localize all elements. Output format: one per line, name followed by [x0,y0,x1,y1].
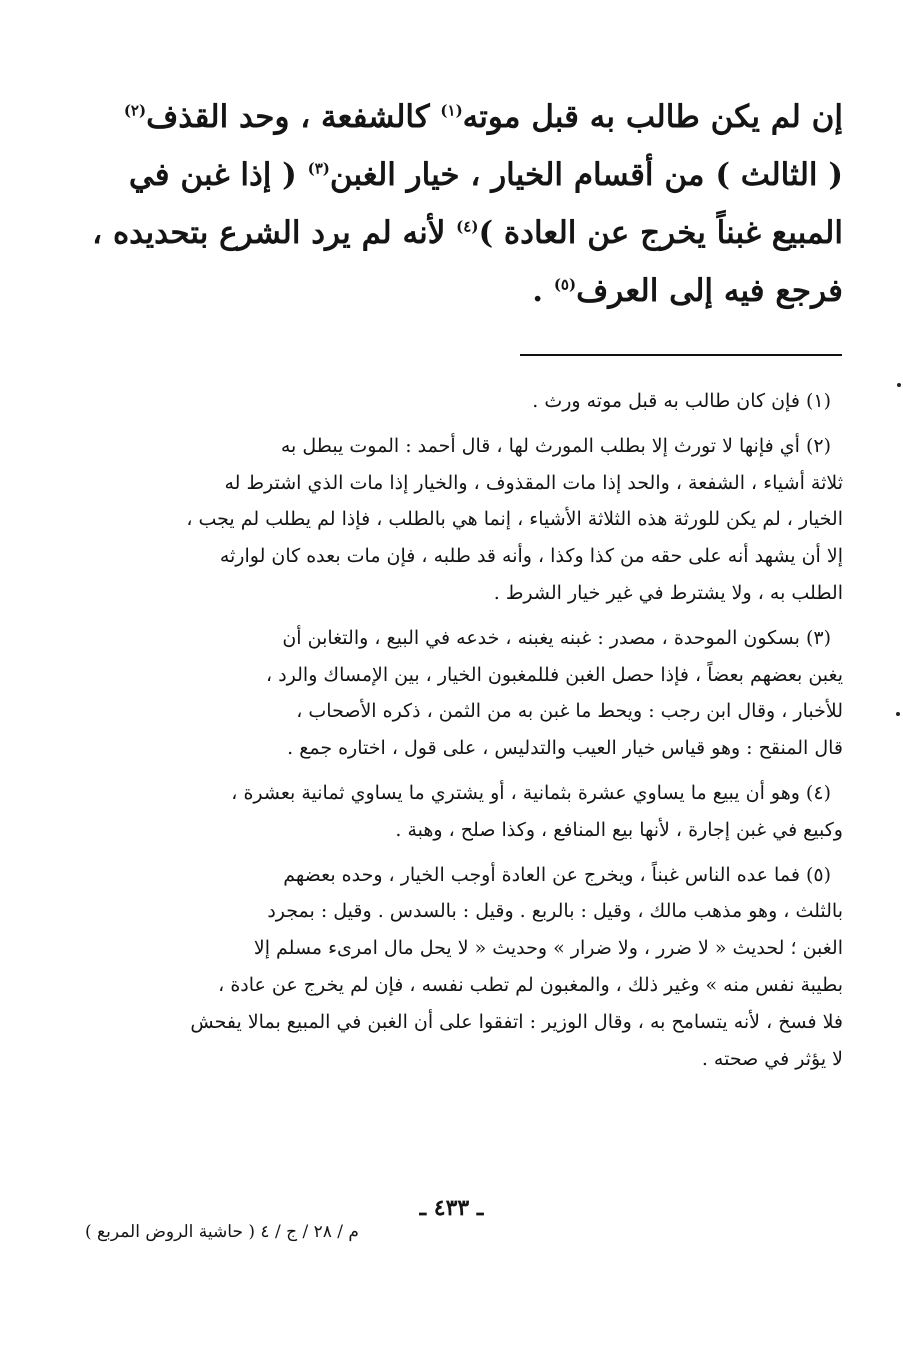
footnote-line: (١) فإن كان طالب به قبل موته ورث . [532,390,831,412]
footnote-marker[interactable]: (٣) [307,159,330,178]
main-text-segment: . [532,273,554,309]
main-text-line [95,88,843,146]
footnote-line: (٢) أي فإنها لا تورث إلا بطلب المورث لها ، قال أحمد : الموت يبطل به [280,434,831,457]
footnote-line: (٣) بسكون الموحدة ، مصدر : غبنه يغبنه ، خدعه في البيع ، والتغابن أن [282,626,831,649]
printer-signature: م / ٢٨ / ج / ٤ ( حاشية الروض المربع ) [85,1222,359,1242]
footnote-5 [95,857,843,1078]
main-text-line [92,204,843,262]
footnote-marker[interactable]: (٤) [456,217,479,236]
main-text-line [95,262,843,320]
footnote-2 [95,428,843,612]
footnote-divider [520,354,842,356]
scan-speck [896,712,900,716]
main-text-segment: ( إذا غبن في [128,157,308,193]
footnote-line: ثلاثة أشياء ، الشفعة ، والحد إذا مات المقذوف ، والخيار إذا مات الذي اشترط له [224,471,843,494]
footnote-line: (٤) وهو أن يبيع ما يساوي عشرة بثمانية ، أو يشتري ما يساوي ثمانية بعشرة ، [231,781,831,804]
footnote-marker[interactable]: (١) [440,101,463,120]
main-text-segment: إن لم يكن طالب به قبل موته [462,99,843,135]
footnote-line: إلا أن يشهد أنه على حقه من كذا وكذا ، وأنه قد طلبه ، فإن مات بعده كان لوارثه [219,545,843,568]
scan-speck [897,383,901,387]
footnote-line: فلا فسخ ، لأنه يتسامح به ، وقال الوزير : اتفقوا على أن الغبن في المبيع بمالا يفحش [190,1010,843,1033]
footnote-line: قال المنقح : وهو قياس خيار العيب والتدليس ، على قول ، اختاره جمع . [287,737,843,760]
footnote-1 [95,383,843,420]
footnote-line: بالثلث ، وهو مذهب مالك ، وقيل : بالربع . وقيل : بالسدس . وقيل : بمجرد [267,900,843,923]
footnote-4 [95,775,843,849]
main-text-segment: ( الثالث ) من أقسام الخيار ، خيار الغبن [329,157,843,193]
main-text-line [95,146,843,204]
main-text-segment: لأنه لم يرد الشرع بتحديده ، [92,215,457,251]
footnote-line: يغبن بعضهم بعضاً ، فإذا حصل الغبن فللمغبون الخيار ، بين الإمساك والرد ، [266,663,843,686]
footnote-line: الغبن ؛ لحديث « لا ضرر ، ولا ضرار » وحديث « لا يحل مال امرىء مسلم إلا [253,937,843,960]
footnote-line: الخيار ، لم يكن للورثة هذه الثلاثة الأشياء ، إنما هي بالطلب ، فإذا لم يطلب لم يجب ، [186,508,843,531]
footnote-line: بطيبة نفس منه » وغير ذلك ، والمغبون لم تطب نفسه ، فإن لم يخرج عن عادة ، [218,973,843,996]
footnotes-block [95,383,843,1077]
main-text-block [92,88,843,320]
footnote-marker[interactable]: (٥) [553,275,577,294]
main-text-segment: فرجع فيه إلى العرف [576,273,843,309]
footnote-line: الطلب به ، ولا يشترط في غير خيار الشرط . [493,581,843,604]
footnote-marker[interactable]: (٢) [123,101,147,120]
footnote-line: للأخبار ، وقال ابن رجب : ويحط ما غبن به من الثمن ، ذكره الأصحاب ، [296,700,843,723]
footnote-line: لا يؤثر في صحته . [701,1047,843,1070]
footnote-3 [95,620,843,767]
footnote-line: وكبيع في غبن إجارة ، لأنها بيع المنافع ، وكذا صلح ، وهبة . [395,818,843,841]
footnote-line: (٥) فما عده الناس غبناً ، ويخرج عن العادة أوجب الخيار ، وحده بعضهم [283,863,831,886]
page-number: ـ ٤٣٣ ـ [419,1195,484,1221]
main-text-segment: كالشفعة ، وحد القذف [146,99,441,135]
main-text-segment: المبيع غبناً يخرج عن العادة ) [478,215,843,251]
